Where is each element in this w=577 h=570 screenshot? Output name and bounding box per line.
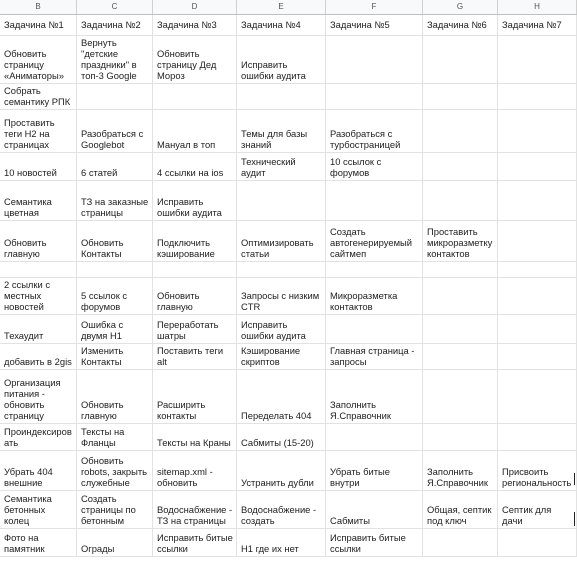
cell-g-5[interactable]: [423, 153, 498, 180]
cell-g-9[interactable]: [423, 278, 498, 314]
cell-f-8[interactable]: [326, 262, 423, 277]
cell-text: Семантика бетонных колец: [4, 493, 52, 526]
cell-b-1[interactable]: [0, 15, 77, 35]
cell-f-5[interactable]: [326, 153, 423, 180]
cell-e-3[interactable]: [237, 84, 326, 109]
cell-d-5[interactable]: [153, 153, 237, 180]
cell-c-5[interactable]: [77, 153, 153, 180]
table-row: [0, 278, 577, 315]
cell-f-10[interactable]: [326, 315, 423, 343]
column-header-c[interactable]: C: [77, 0, 153, 14]
cell-text: Проставить теги H2 на страницах: [4, 117, 55, 150]
cell-f-4[interactable]: [326, 110, 423, 152]
cell-d-14[interactable]: [153, 451, 237, 490]
cell-text: 6 статей: [81, 167, 118, 178]
cell-c-8[interactable]: [77, 262, 153, 277]
cell-c-9[interactable]: [77, 278, 153, 314]
cell-f-12[interactable]: [326, 370, 423, 423]
cell-b-11[interactable]: [0, 344, 77, 369]
column-header-f[interactable]: F: [326, 0, 423, 14]
cell-text: Переработать шатры: [157, 319, 219, 341]
cell-h-1[interactable]: [498, 15, 577, 35]
cell-g-13[interactable]: [423, 424, 498, 450]
cell-text: H1 где их нет: [241, 543, 299, 554]
column-header-g[interactable]: G: [423, 0, 498, 14]
cell-c-2[interactable]: [77, 36, 153, 83]
cell-text: Главная страница - запросы: [330, 345, 415, 367]
cell-g-6[interactable]: [423, 181, 498, 220]
cell-text: Сабмиты (15-20): [241, 437, 314, 448]
cell-d-3[interactable]: [153, 84, 237, 109]
cell-g-16[interactable]: [423, 529, 498, 556]
cell-text: Микроразметка контактов: [330, 290, 398, 312]
table-row: [0, 529, 577, 557]
cell-d-6[interactable]: [153, 181, 237, 220]
cell-h-3[interactable]: [498, 84, 577, 109]
cell-h-9[interactable]: [498, 278, 577, 314]
cell-e-12[interactable]: [237, 370, 326, 423]
cell-b-14[interactable]: [0, 451, 77, 490]
cell-text: Исправить битые ссылки: [330, 532, 406, 554]
cell-c-13[interactable]: [77, 424, 153, 450]
cell-d-8[interactable]: [153, 262, 237, 277]
cell-c-7[interactable]: [77, 221, 153, 261]
cell-text: Убрать битые внутри: [330, 466, 390, 488]
cell-f-1[interactable]: [326, 15, 423, 35]
cell-text: Расширить контакты: [157, 399, 206, 421]
cell-g-8[interactable]: [423, 262, 498, 277]
cell-c-3[interactable]: [77, 84, 153, 109]
cell-text: Общая, септик под ключ: [427, 504, 492, 526]
cell-text: Тексты на Фланцы: [81, 426, 125, 448]
table-row: [0, 315, 577, 344]
table-row: [0, 424, 577, 451]
table-row: [0, 181, 577, 221]
cell-text: Заполнить Я.Справочник: [330, 399, 391, 421]
cell-e-14[interactable]: [237, 451, 326, 490]
cell-h-4[interactable]: [498, 110, 577, 152]
cell-f-7[interactable]: [326, 221, 423, 261]
cell-h-11[interactable]: [498, 344, 577, 369]
cell-h-16[interactable]: [498, 529, 577, 556]
cell-text: Обновить страницу «Аниматоры»: [4, 48, 64, 81]
cell-text: Вернуть "детские праздники" в топ-3 Google: [81, 37, 137, 81]
cell-text: Разобраться с Googlebot: [81, 128, 144, 150]
cell-c-12[interactable]: [77, 370, 153, 423]
cell-b-4[interactable]: [0, 110, 77, 152]
cell-d-9[interactable]: [153, 278, 237, 314]
cell-h-6[interactable]: [498, 181, 577, 220]
cell-b-15[interactable]: [0, 491, 77, 528]
cell-text: Обновить главную: [81, 399, 124, 421]
cell-text: Септик для дачи: [502, 504, 552, 526]
cell-f-13[interactable]: [326, 424, 423, 450]
cell-f-16[interactable]: [326, 529, 423, 556]
cell-text: Исправить ошибки аудита: [241, 319, 306, 341]
cell-e-9[interactable]: [237, 278, 326, 314]
cell-text: Проставить микроразметку контактов: [427, 226, 493, 259]
cell-h-13[interactable]: [498, 424, 577, 450]
table-row: [0, 451, 577, 491]
column-header-e[interactable]: E: [237, 0, 326, 14]
cell-text: Задачина №7: [502, 19, 562, 30]
cell-d-15[interactable]: [153, 491, 237, 528]
cell-e-4[interactable]: [237, 110, 326, 152]
cell-b-10[interactable]: [0, 315, 77, 343]
cell-c-1[interactable]: [77, 15, 153, 35]
cell-h-12[interactable]: [498, 370, 577, 423]
cell-b-3[interactable]: [0, 84, 77, 109]
cell-e-1[interactable]: [237, 15, 326, 35]
cell-f-15[interactable]: [326, 491, 423, 528]
cell-text: Обновить страницу Дед Мороз: [157, 48, 217, 81]
cell-text: Обновить robots, закрыть служебные: [81, 455, 148, 488]
table-row: [0, 491, 577, 529]
cell-h-14[interactable]: [498, 451, 577, 490]
cell-e-5[interactable]: [237, 153, 326, 180]
cell-d-10[interactable]: [153, 315, 237, 343]
cell-d-1[interactable]: [153, 15, 237, 35]
cell-c-10[interactable]: [77, 315, 153, 343]
cell-text: Задачина №1: [4, 19, 64, 30]
cell-text: Оптимизировать статьи: [241, 237, 314, 259]
cell-b-16[interactable]: [0, 529, 77, 556]
cell-text: Семантика цветная: [4, 196, 52, 218]
cell-text: Задачина №6: [427, 19, 487, 30]
cell-text: Кэширование скриптов: [241, 345, 301, 367]
cell-h-15[interactable]: [498, 491, 577, 528]
cell-e-15[interactable]: [237, 491, 326, 528]
cell-text: 5 ссылок с форумов: [81, 290, 128, 312]
cell-f-6[interactable]: [326, 181, 423, 220]
cell-c-14[interactable]: [77, 451, 153, 490]
cell-text: Создать автогенерируемый сайтмеп: [330, 226, 412, 259]
column-header-h[interactable]: H: [498, 0, 577, 14]
cell-text: Задачина №2: [81, 19, 141, 30]
cell-d-7[interactable]: [153, 221, 237, 261]
cell-e-10[interactable]: [237, 315, 326, 343]
cell-g-10[interactable]: [423, 315, 498, 343]
cell-text: Собрать семантику РПК: [4, 85, 71, 107]
cell-g-3[interactable]: [423, 84, 498, 109]
cell-h-8[interactable]: [498, 262, 577, 277]
cell-d-2[interactable]: [153, 36, 237, 83]
cell-text: Поставить теги alt: [157, 345, 224, 367]
cell-text: 10 ссылок с форумов: [330, 156, 382, 178]
cell-text: добавить в 2gis: [4, 356, 72, 367]
cell-e-7[interactable]: [237, 221, 326, 261]
cell-d-13[interactable]: [153, 424, 237, 450]
cell-text: Изменить Контакты: [81, 345, 124, 367]
cell-c-15[interactable]: [77, 491, 153, 528]
cell-text: Устранить дубли: [241, 477, 314, 488]
cell-text: 4 ссылки на ios: [157, 167, 224, 178]
table-row: [0, 370, 577, 424]
table-row: [0, 344, 577, 370]
header-row: [0, 15, 577, 36]
cell-text: Организация питания - обновить страницу: [4, 377, 61, 421]
cell-f-11[interactable]: [326, 344, 423, 369]
cell-text: Проиндексировать: [4, 426, 72, 448]
cell-text: ТЗ на заказные страницы: [81, 196, 149, 218]
cell-text: Присвоить региональность: [502, 466, 572, 488]
cell-h-2[interactable]: [498, 36, 577, 83]
cell-g-11[interactable]: [423, 344, 498, 369]
cell-text: Сабмиты: [330, 515, 370, 526]
cell-b-12[interactable]: [0, 370, 77, 423]
cell-text: Создать страницы по бетонным: [81, 493, 136, 526]
cell-text: Мануал в топ: [157, 139, 216, 150]
cell-c-16[interactable]: [77, 529, 153, 556]
cell-text: Переделать 404: [241, 410, 312, 421]
cell-e-13[interactable]: [237, 424, 326, 450]
cell-f-9[interactable]: [326, 278, 423, 314]
cell-text: Технический аудит: [241, 156, 296, 178]
cell-text: Ограды: [81, 543, 115, 554]
cell-c-4[interactable]: [77, 110, 153, 152]
cell-text: Тексты на Краны: [157, 437, 231, 448]
cell-text: Темы для базы знаний: [241, 128, 308, 150]
column-header-bar: [0, 0, 577, 15]
cell-g-15[interactable]: [423, 491, 498, 528]
table-row: [0, 110, 577, 153]
cell-text: Запросы с низким CTR: [241, 290, 320, 312]
cell-h-7[interactable]: [498, 221, 577, 261]
cell-text: Заполнить Я.Справочник: [427, 466, 488, 488]
cell-text: Задачина №4: [241, 19, 301, 30]
cell-g-7[interactable]: [423, 221, 498, 261]
cell-text: Водоснабжение - ТЗ на страницы: [157, 504, 233, 526]
cell-b-6[interactable]: [0, 181, 77, 220]
cell-f-3[interactable]: [326, 84, 423, 109]
cell-g-4[interactable]: [423, 110, 498, 152]
cell-g-14[interactable]: [423, 451, 498, 490]
cell-text: Задачина №3: [157, 19, 217, 30]
cell-g-2[interactable]: [423, 36, 498, 83]
cell-text: Подключить кэширование: [157, 237, 215, 259]
table-row: [0, 153, 577, 181]
cell-b-8[interactable]: [0, 262, 77, 277]
cell-d-12[interactable]: [153, 370, 237, 423]
cell-e-16[interactable]: [237, 529, 326, 556]
cell-text: Убрать 404 внешние: [4, 466, 53, 488]
table-row: [0, 36, 577, 84]
cell-text: Обновить Контакты: [81, 237, 124, 259]
table-row: [0, 221, 577, 262]
cell-text: Ошибка с двумя H1: [81, 319, 124, 341]
cell-text: Исправить ошибки аудита: [157, 196, 222, 218]
cell-b-2[interactable]: [0, 36, 77, 83]
cell-e-6[interactable]: [237, 181, 326, 220]
cell-text: Задачина №5: [330, 19, 390, 30]
column-header-b[interactable]: B: [0, 0, 77, 14]
cell-e-8[interactable]: [237, 262, 326, 277]
cell-c-6[interactable]: [77, 181, 153, 220]
cell-text: Техаудит: [4, 330, 44, 341]
cell-text: Фото на памятник: [4, 532, 45, 554]
cell-e-2[interactable]: [237, 36, 326, 83]
cell-d-16[interactable]: [153, 529, 237, 556]
overflow-text-marker: [574, 512, 575, 526]
cell-h-10[interactable]: [498, 315, 577, 343]
table-row: [0, 84, 577, 110]
cell-g-1[interactable]: [423, 15, 498, 35]
table-row: [0, 262, 577, 278]
cell-text: Исправить битые ссылки: [157, 532, 233, 554]
cell-text: Водоснабжение - создать: [241, 504, 317, 526]
cell-text: Исправить ошибки аудита: [241, 59, 306, 81]
cell-h-5[interactable]: [498, 153, 577, 180]
cell-text: sitemap.xml - обновить: [157, 466, 213, 488]
overflow-text-marker: [574, 473, 575, 485]
cell-b-9[interactable]: [0, 278, 77, 314]
cell-text: Обновить главную: [157, 290, 200, 312]
cell-text: 2 ссылки с местных новостей: [4, 279, 51, 312]
cell-e-11[interactable]: [237, 344, 326, 369]
cell-b-13[interactable]: [0, 424, 77, 450]
cell-g-12[interactable]: [423, 370, 498, 423]
cell-text: Обновить главную: [4, 237, 47, 259]
cell-f-14[interactable]: [326, 451, 423, 490]
cell-text: Разобраться с турбостраницей: [330, 128, 401, 150]
cell-b-5[interactable]: [0, 153, 77, 180]
cell-d-11[interactable]: [153, 344, 237, 369]
cell-d-4[interactable]: [153, 110, 237, 152]
cell-text: 10 новостей: [4, 167, 57, 178]
cell-b-7[interactable]: [0, 221, 77, 261]
cell-c-11[interactable]: [77, 344, 153, 369]
column-header-d[interactable]: D: [153, 0, 237, 14]
cell-f-2[interactable]: [326, 36, 423, 83]
